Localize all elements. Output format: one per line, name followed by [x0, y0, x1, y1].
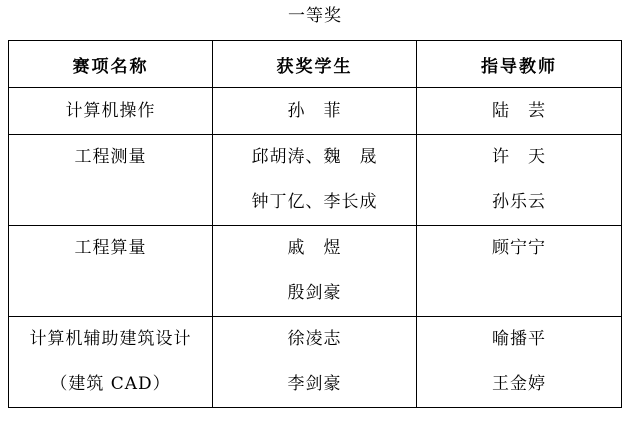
award-table — [8, 40, 622, 408]
teacher-names: 王金婷 — [492, 374, 546, 394]
teacher-names: 孙乐云 — [492, 192, 546, 212]
teacher-names: 陆 芸 — [492, 101, 546, 121]
competition-name: 工程测量 — [74, 147, 147, 167]
student-names: 徐凌志 — [287, 329, 342, 349]
student-names: 戚 煜 — [287, 238, 342, 258]
competition-name: 计算机辅助建筑设计 — [29, 329, 192, 349]
student-names: 孙 菲 — [287, 101, 342, 121]
teacher-names: 喻播平 — [492, 329, 546, 349]
student-names: 殷剑豪 — [287, 283, 342, 303]
header-teachers: 指导教师 — [417, 41, 622, 88]
table-header-row — [9, 41, 622, 88]
teacher-names: 许 天 — [492, 147, 546, 167]
student-names: 钟丁亿、李长成 — [251, 192, 378, 212]
header-competition: 赛项名称 — [9, 41, 213, 88]
header-students: 获奖学生 — [213, 41, 417, 88]
students-cell — [213, 88, 417, 135]
teacher-names: 顾宁宁 — [492, 238, 546, 258]
competition-name: （建筑 CAD） — [50, 374, 171, 394]
competition-cell — [9, 317, 213, 408]
competition-name: 工程算量 — [74, 238, 147, 258]
teachers-cell — [417, 226, 622, 317]
students-cell — [213, 317, 417, 408]
competition-cell — [9, 88, 213, 135]
competition-cell — [9, 226, 213, 317]
table-row — [9, 317, 622, 408]
teachers-cell — [417, 135, 622, 226]
table-row — [9, 88, 622, 135]
page-title: 一等奖 — [288, 6, 342, 26]
students-cell — [213, 135, 417, 226]
table-row — [9, 226, 622, 317]
teachers-cell — [417, 88, 622, 135]
teachers-cell — [417, 317, 622, 408]
competition-cell — [9, 135, 213, 226]
student-names: 李剑豪 — [287, 374, 342, 394]
students-cell — [213, 226, 417, 317]
competition-name: 计算机操作 — [65, 101, 156, 121]
student-names: 邱胡涛、魏 晟 — [251, 147, 378, 167]
table-row — [9, 135, 622, 226]
